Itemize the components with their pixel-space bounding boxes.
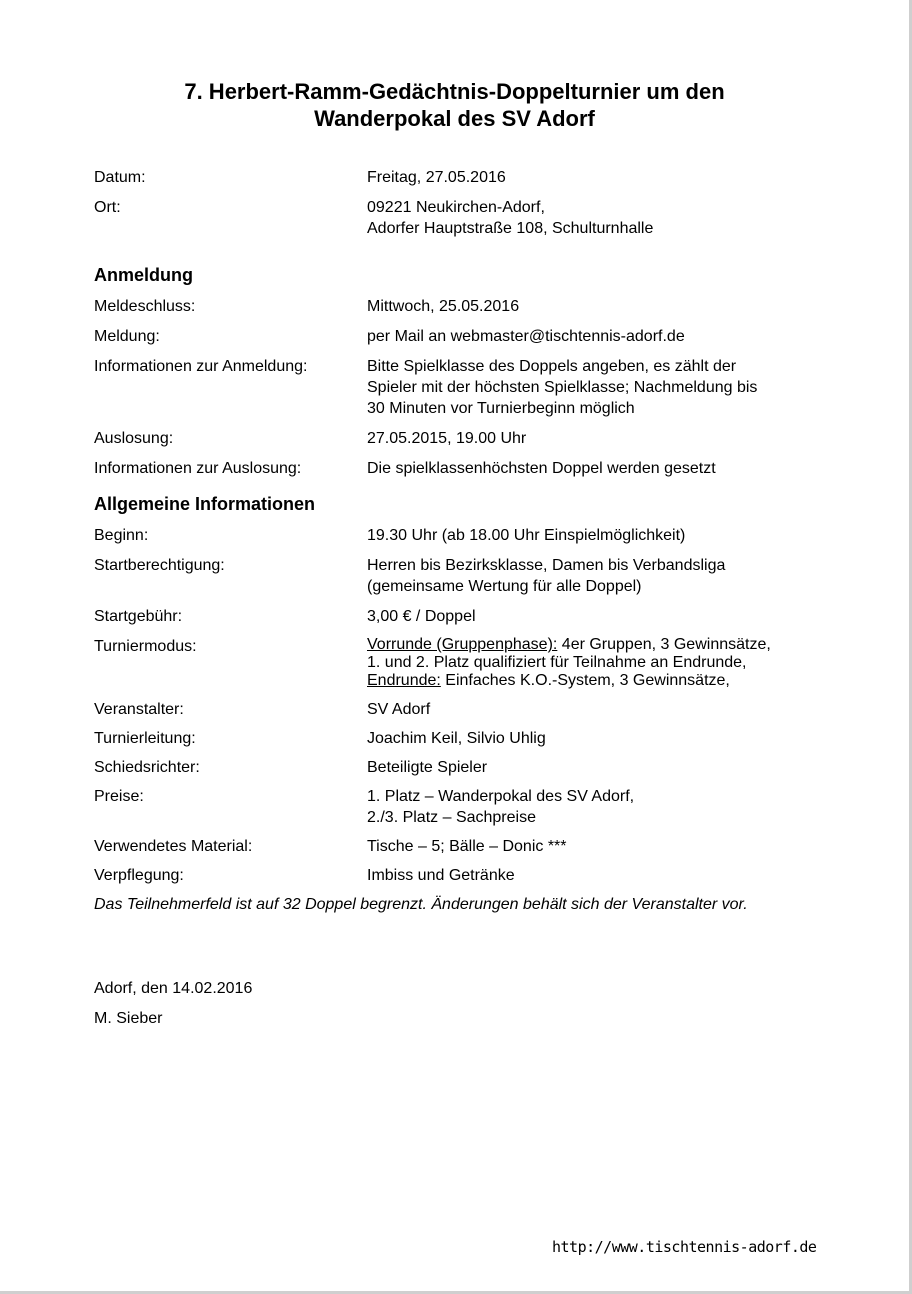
row-value-line: Joachim Keil, Silvio Uhlig — [367, 730, 546, 747]
row-label: Startgebühr: — [94, 608, 183, 625]
info-row-turniermodus — [94, 636, 824, 690]
row-label: Ort: — [94, 199, 121, 216]
section-heading-allgemein: Allgemeine Informationen — [94, 494, 316, 514]
row-value-line: 27.05.2015, 19.00 Uhr — [367, 430, 527, 447]
signatory-name: M. Sieber — [94, 1010, 163, 1027]
row-label: Informationen zur Auslosung: — [94, 460, 302, 477]
row-value — [367, 757, 824, 778]
row-value-line: SV Adorf — [367, 701, 431, 718]
row-value — [367, 428, 824, 449]
document-body — [94, 167, 824, 1029]
row-value — [367, 326, 824, 347]
row-label: Startberechtigung: — [94, 557, 225, 574]
endrunde-label: Endrunde: — [367, 672, 441, 689]
info-row — [94, 786, 824, 828]
info-row — [94, 167, 824, 188]
info-row — [94, 555, 824, 597]
row-value — [367, 555, 824, 597]
section-heading-anmeldung: Anmeldung — [94, 265, 193, 285]
row-value-line: Bitte Spielklasse des Doppels angeben, es zählt der — [367, 358, 737, 375]
row-value-line: Freitag, 27.05.2016 — [367, 169, 506, 186]
row-label: Veranstalter: — [94, 701, 184, 718]
row-value-line: Tische – 5; Bälle – Donic *** — [367, 838, 567, 855]
row-value — [367, 865, 824, 886]
info-row — [94, 356, 824, 419]
row-value-line: 30 Minuten vor Turnierbeginn möglich — [367, 400, 635, 417]
info-row — [94, 296, 824, 317]
row-value — [367, 636, 824, 690]
info-row — [94, 458, 824, 479]
info-row — [94, 606, 824, 627]
row-label: Schiedsrichter: — [94, 759, 200, 776]
row-label: Turniermodus: — [94, 638, 197, 655]
info-row — [94, 699, 824, 720]
turniermodus-line-2: 1. und 2. Platz qualifiziert für Teilnahme an Endrunde, — [367, 654, 747, 671]
title-line-2: Wanderpokal des SV Adorf — [314, 106, 595, 131]
row-value — [367, 458, 824, 479]
info-row — [94, 428, 824, 449]
document-title — [0, 78, 909, 132]
row-value — [367, 167, 824, 188]
row-value-line: per Mail an webmaster@tischtennis-adorf.de — [367, 328, 685, 345]
signature-block — [94, 978, 824, 1029]
row-label: Preise: — [94, 788, 144, 805]
info-row — [94, 865, 824, 886]
allgemein-section-a — [94, 525, 824, 627]
vorrunde-label: Vorrunde (Gruppenphase): — [367, 636, 558, 653]
row-value — [367, 836, 824, 857]
row-label: Verpflegung: — [94, 867, 184, 884]
row-value-line: Spieler mit der höchsten Spielklasse; Nachmeldung bis — [367, 379, 758, 396]
row-value-line: 1. Platz – Wanderpokal des SV Adorf, — [367, 788, 635, 805]
info-row — [94, 197, 824, 239]
row-label: Meldung: — [94, 328, 160, 345]
row-value-line: Imbiss und Getränke — [367, 867, 515, 884]
row-value — [367, 525, 824, 546]
row-value-line: (gemeinsame Wertung für alle Doppel) — [367, 578, 642, 595]
info-row — [94, 525, 824, 546]
row-value — [367, 728, 824, 749]
endrunde-text: Einfaches K.O.-System, 3 Gewinnsätze, — [440, 672, 730, 689]
row-value — [367, 699, 824, 720]
place-date: Adorf, den 14.02.2016 — [94, 980, 253, 997]
row-label: Auslosung: — [94, 430, 174, 447]
event-basics — [94, 167, 824, 239]
info-row — [94, 757, 824, 778]
vorrunde-text: 4er Gruppen, 3 Gewinnsätze, — [557, 636, 771, 653]
row-value-line: 09221 Neukirchen-Adorf, — [367, 199, 545, 216]
info-row — [94, 836, 824, 857]
row-value-line: Adorfer Hauptstraße 108, Schulturnhalle — [367, 220, 654, 237]
row-value-line: Mittwoch, 25.05.2016 — [367, 298, 520, 315]
row-value — [367, 296, 824, 317]
row-value-line: 3,00 € / Doppel — [367, 608, 476, 625]
row-label: Turnierleitung: — [94, 730, 196, 747]
row-value — [367, 786, 824, 828]
row-label: Informationen zur Anmeldung: — [94, 358, 308, 375]
row-value-line: 2./3. Platz – Sachpreise — [367, 809, 536, 826]
title-line-1: 7. Herbert-Ramm-Gedächtnis-Doppelturnier um den — [184, 79, 725, 104]
row-label: Meldeschluss: — [94, 298, 196, 315]
anmeldung-section — [94, 296, 824, 479]
info-row — [94, 728, 824, 749]
footer-url[interactable]: http://www.tischtennis-adorf.de — [552, 1238, 817, 1256]
info-row — [94, 326, 824, 347]
row-value — [367, 606, 824, 627]
row-label: Beginn: — [94, 527, 149, 544]
row-value — [367, 197, 824, 239]
row-label: Verwendetes Material: — [94, 838, 253, 855]
row-value-line: Beteiligte Spieler — [367, 759, 488, 776]
row-value-line: Die spielklassenhöchsten Doppel werden gesetzt — [367, 460, 716, 477]
row-label: Datum: — [94, 169, 146, 186]
participant-limit-note: Das Teilnehmerfeld ist auf 32 Doppel begrenzt. Änderungen behält sich der Veranstalter vor. — [94, 896, 748, 913]
row-value-line: Herren bis Bezirksklasse, Damen bis Verbandsliga — [367, 557, 726, 574]
row-value-line: 19.30 Uhr (ab 18.00 Uhr Einspielmöglichkeit) — [367, 527, 686, 544]
allgemein-section-b — [94, 699, 824, 886]
row-value — [367, 356, 824, 419]
